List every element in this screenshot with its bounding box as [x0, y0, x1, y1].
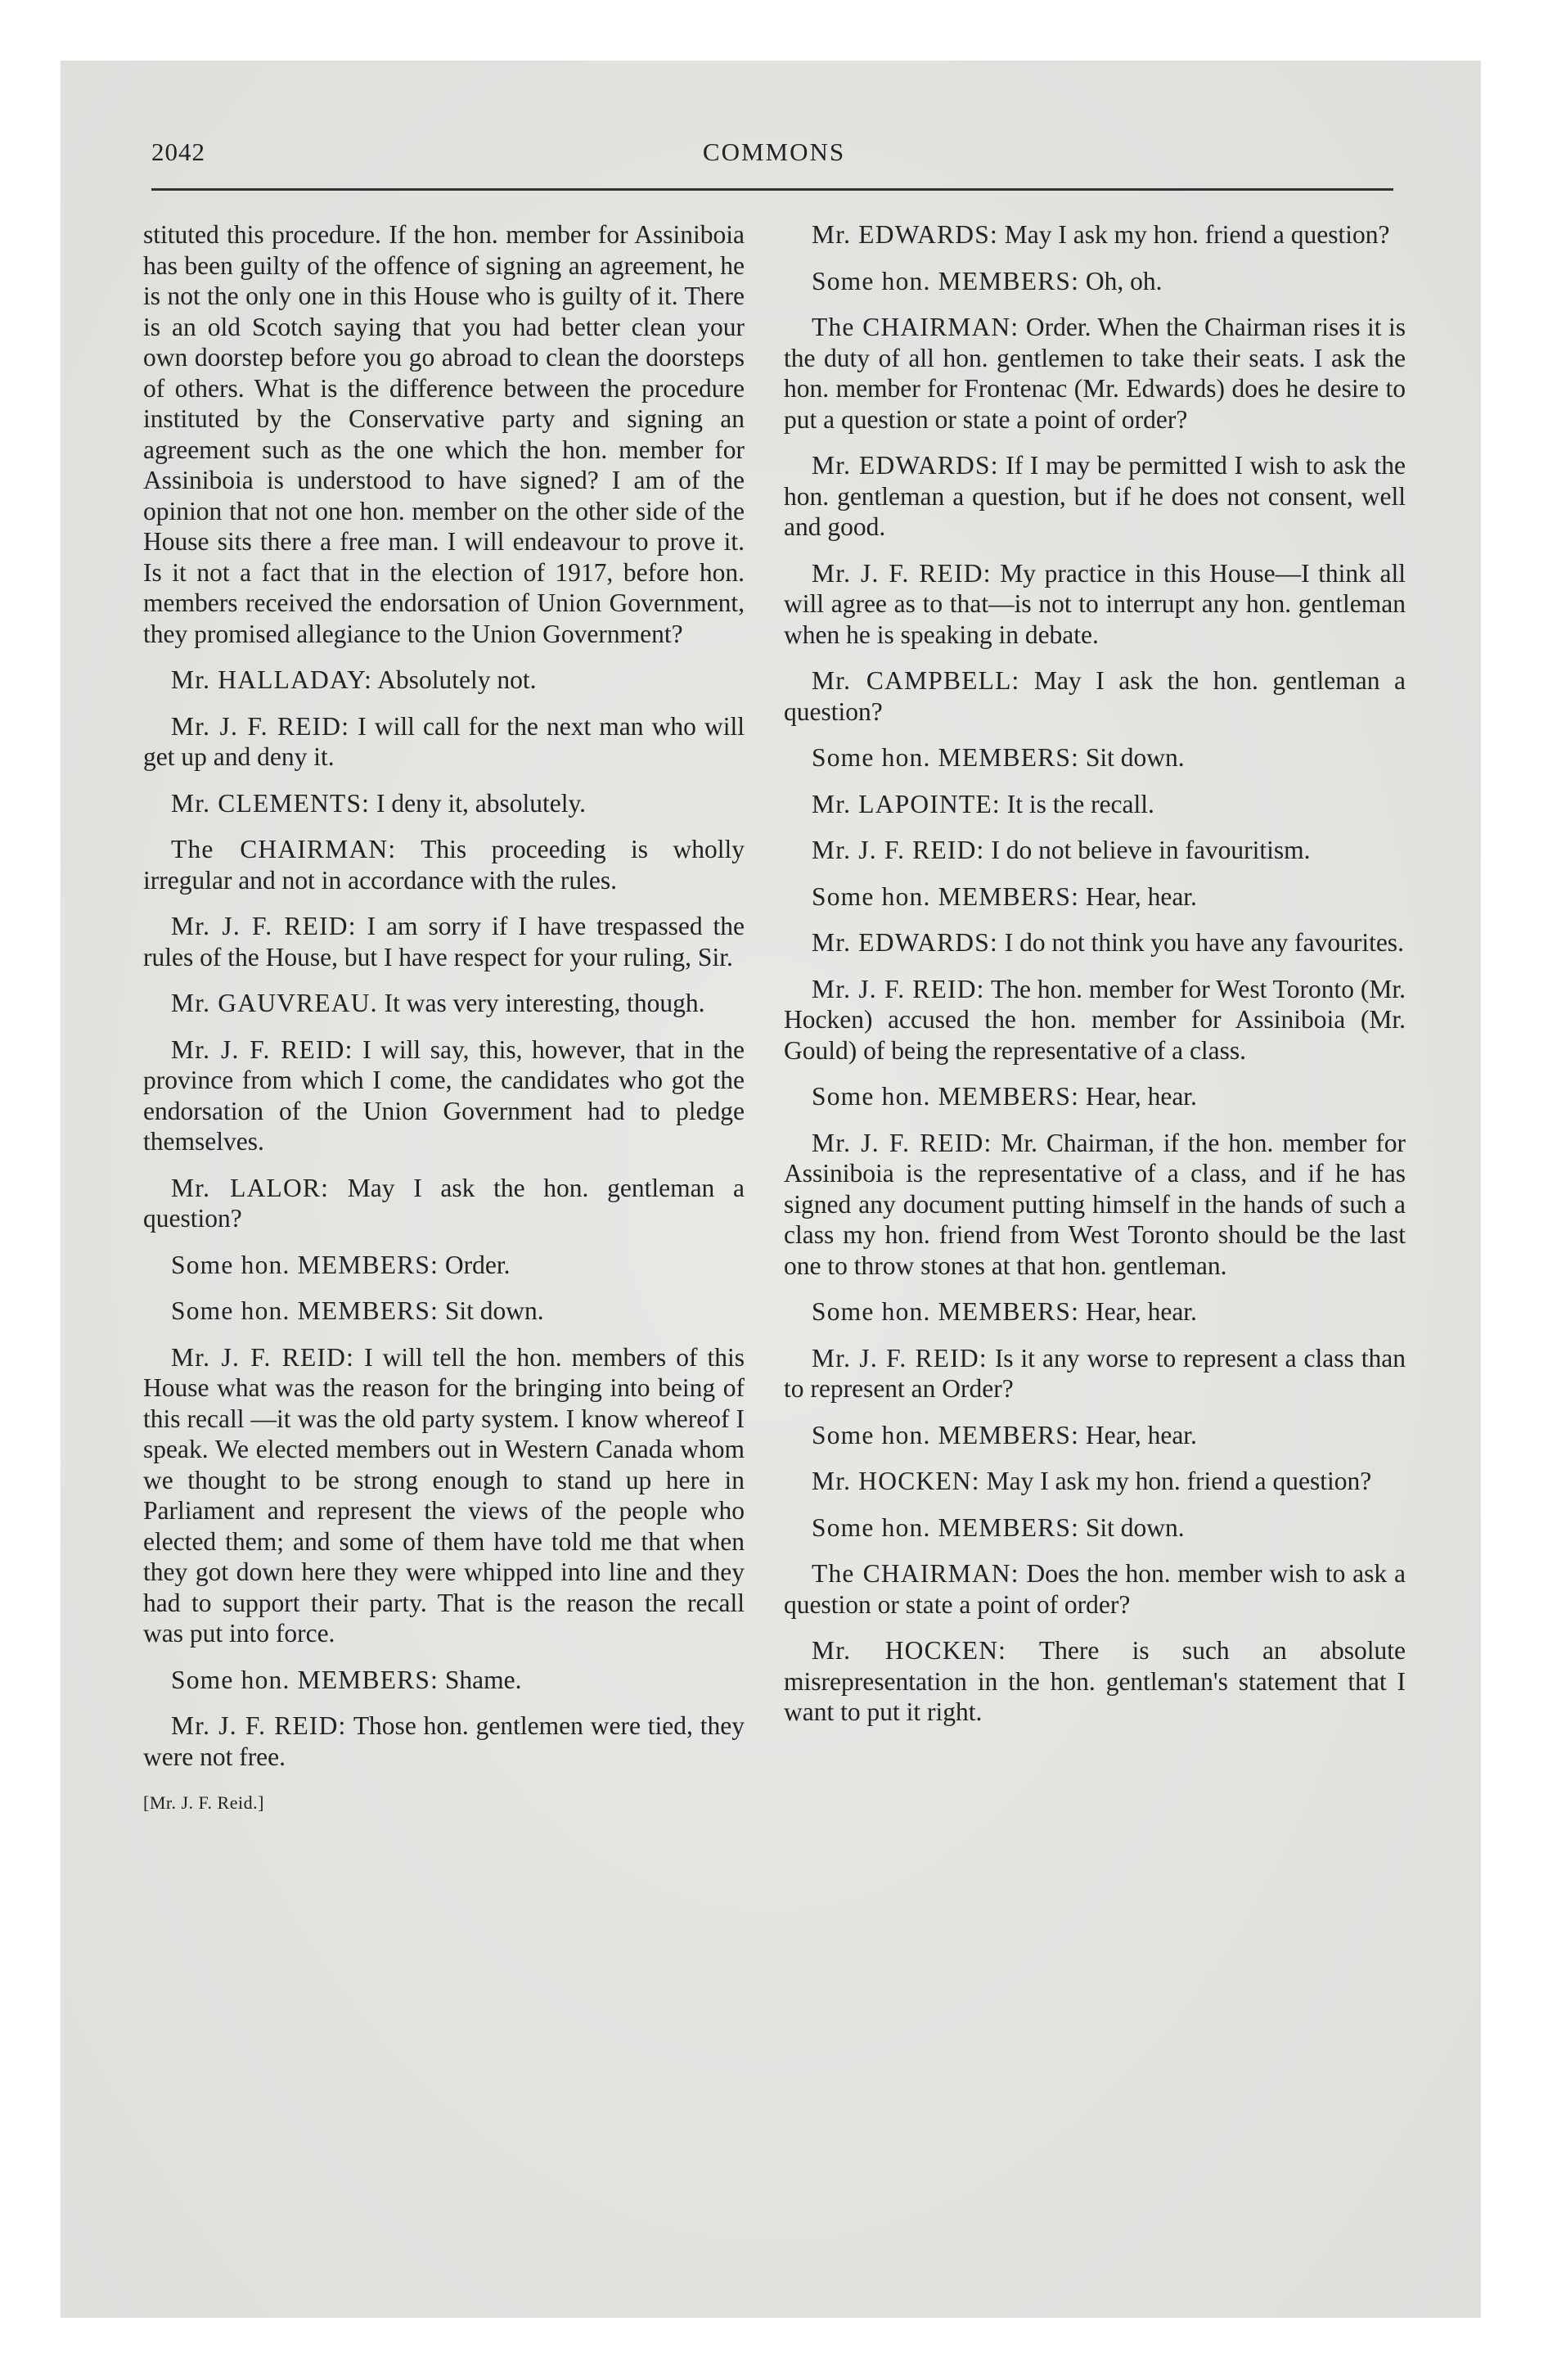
speech-text: If I may be permitted I wish to ask the hon. gentleman a question, but if he does not consent, well and good.	[784, 451, 1406, 541]
speech-text: Sit down.	[444, 1296, 544, 1325]
speech-text: I deny it, absolutely.	[376, 788, 587, 818]
speech-paragraph	[784, 665, 1406, 727]
speaker-name: Mr. LALOR:	[171, 1173, 330, 1202]
speech-text: It is the recall.	[1006, 789, 1154, 818]
speech-paragraph	[143, 1250, 745, 1281]
speech-paragraph	[143, 1665, 745, 1696]
speech-text: Hear, hear.	[1085, 1420, 1197, 1449]
speech-text: I am sorry if I have trespassed the rules of the House, but I have respect for your ruling, Sir.	[143, 912, 745, 971]
speech-paragraph	[784, 450, 1406, 543]
speech-text: Shame.	[444, 1665, 522, 1694]
speaker-name: Mr. J. F. REID:	[171, 1711, 347, 1740]
speech-paragraph	[784, 835, 1406, 866]
speech-text: The hon. member for West Toronto (Mr. Hocken) accused the hon. member for Assiniboia (Mr. Gould) of being the representative of a class.	[784, 974, 1406, 1065]
left-column	[143, 219, 745, 1819]
speech-paragraph	[143, 1711, 745, 1772]
speech-text: Sit down.	[1085, 743, 1185, 772]
speech-text: May I ask my hon. friend a question?	[986, 1467, 1372, 1495]
speech-paragraph	[143, 665, 745, 696]
speaker-name: Mr. HOCKEN:	[812, 1467, 980, 1495]
speech-text: Those hon. gentlemen were tied, they were not free.	[143, 1711, 745, 1771]
speaker-name: Some hon. MEMBERS:	[812, 743, 1080, 772]
header-rule	[151, 188, 1393, 191]
speech-paragraph	[143, 1034, 745, 1157]
speech-paragraph	[143, 1342, 745, 1649]
speech-text: Hear, hear.	[1085, 1082, 1197, 1111]
speech-paragraph	[143, 711, 745, 773]
speech-text: This proceeding is wholly irregular and not in accordance with the rules.	[143, 835, 745, 895]
speech-text: Sit down.	[1085, 1512, 1185, 1542]
speaker-name: Mr. LAPOINTE:	[812, 789, 1001, 818]
speech-paragraph	[784, 1128, 1406, 1282]
speech-paragraph	[143, 788, 745, 819]
speech-paragraph	[784, 219, 1406, 250]
speech-text: Hear, hear.	[1085, 881, 1197, 911]
speech-paragraph	[784, 789, 1406, 820]
speaker-name: Mr. EDWARDS:	[812, 928, 998, 957]
speaker-name: Some hon. MEMBERS:	[812, 1512, 1080, 1542]
speech-paragraph	[784, 1558, 1406, 1620]
speech-text: Is it any worse to represent a class than to represent an Order?	[784, 1343, 1406, 1403]
speech-paragraph	[143, 1296, 745, 1327]
speaker-name: Mr. J. F. REID:	[812, 1128, 992, 1157]
speech-text: Mr. Chairman, if the hon. member for Assiniboia is the representative of a class, and if he has signed any document putting himself in the hands of such a class my hon. friend from West Toronto should be the last one to throw stones at that hon. gentleman.	[784, 1128, 1406, 1280]
speech-text: I will tell the hon. members of this House what was the reason for the bringing into being of this recall —it was the old party system. I know whereof I speak. We elected members out in Western Canada whom we thought to be strong enough to stand up here in Parliament and represent the views of the people who elected them; and some of them have told me that when they got down here they were whipped into line and they had to support their party. That is the reason the recall was put into force.	[143, 1342, 745, 1648]
speech-text: I will call for the next man who will get up and deny it.	[143, 711, 745, 771]
speech-paragraph	[784, 927, 1406, 958]
speaker-name: Mr. GAUVREAU.	[171, 989, 378, 1017]
section-title: COMMONS	[702, 137, 846, 166]
speaker-name: The CHAIRMAN:	[171, 835, 397, 863]
speech-paragraph	[143, 834, 745, 895]
speaker-name: Mr. J. F. REID:	[171, 711, 350, 741]
speech-text: My practice in this House—I think all will agree as to that—is not to interrupt any hon. gentleman when he is speaking in debate.	[784, 558, 1406, 649]
hansard-page	[143, 123, 1405, 2218]
speaker-name: Some hon. MEMBERS:	[812, 1082, 1080, 1111]
speech-paragraph	[784, 1343, 1406, 1404]
speech-paragraph	[784, 1466, 1406, 1497]
speech-text: Oh, oh.	[1085, 266, 1163, 295]
speech-text: May I ask my hon. friend a question?	[1004, 220, 1390, 249]
speech-paragraph	[784, 1420, 1406, 1451]
speech-paragraph	[784, 558, 1406, 651]
right-column	[784, 219, 1406, 1743]
speech-text: Order. When the Chairman rises it is the duty of all hon. gentlemen to take their seats. I ask the hon. member for Frontenac (Mr. Edwards) does he desire to put a question or state a point of order?	[784, 313, 1406, 434]
speech-text: Absolutely not.	[377, 665, 537, 694]
speech-text: May I ask the hon. gentleman a question?	[784, 666, 1406, 726]
speech-paragraph	[784, 1081, 1406, 1112]
speaker-name: Mr. CAMPBELL:	[812, 666, 1020, 695]
speaker-name: Some hon. MEMBERS:	[812, 1297, 1080, 1326]
speech-paragraph	[784, 1296, 1406, 1327]
speech-paragraph	[784, 266, 1406, 297]
speech-paragraph	[143, 911, 745, 972]
speech-paragraph	[143, 1173, 745, 1234]
speaker-name: Mr. EDWARDS:	[812, 451, 999, 480]
speech-text: Does the hon. member wish to ask a question or state a point of order?	[784, 1559, 1406, 1619]
running-head	[143, 137, 1405, 170]
speech-paragraph	[784, 312, 1406, 435]
speech-paragraph	[784, 1635, 1406, 1728]
speaker-name: Mr. CLEMENTS:	[171, 788, 371, 818]
speech-text: stituted this procedure. If the hon. member for Assiniboia has been guilty of the offence of signing an agreement, he is not the only one in this House who is guilty of it. There is an old Scotch saying that you had better clean your own doorstep before you go abroad to clean the doorsteps of others. What is the difference between the procedure instituted by the Conservative party and signing an agreement such as the one which the hon. member for Assiniboia is understood to have signed? I am of the opinion that not one hon. member on the other side of the House sits there a free man. I will endeavour to prove it. Is it not a fact that in the election of 1917, before hon. members received the endorsation of Union Government, they promised allegiance to the Union Government?	[143, 220, 745, 648]
speech-text: It was very interesting, though.	[384, 989, 705, 1017]
speaker-name: The CHAIRMAN:	[812, 313, 1019, 341]
speaker-name: Some hon. MEMBERS:	[812, 1420, 1080, 1449]
speech-paragraph	[784, 881, 1406, 913]
speaker-name: Some hon. MEMBERS:	[171, 1250, 439, 1279]
speaker-name: Mr. EDWARDS:	[812, 220, 998, 249]
speaker-name: Mr. J. F. REID:	[812, 836, 985, 864]
speech-text: Hear, hear.	[1085, 1297, 1197, 1326]
speaker-name: Mr. HALLADAY:	[171, 665, 373, 694]
speech-text: Order.	[444, 1250, 511, 1279]
speech-paragraph	[784, 974, 1406, 1066]
speech-paragraph	[784, 1512, 1406, 1544]
speaker-name: Some hon. MEMBERS:	[171, 1296, 439, 1325]
speaker-name: Mr. J. F. REID:	[171, 1034, 353, 1064]
speech-paragraph	[143, 988, 745, 1019]
speaker-name: The CHAIRMAN:	[812, 1559, 1019, 1588]
page-number: 2042	[151, 137, 205, 166]
speaker-name: Mr. J. F. REID:	[812, 558, 992, 588]
speech-paragraph	[143, 219, 745, 649]
speaker-name: Mr. HOCKEN:	[812, 1636, 1007, 1665]
speaker-name: Mr. J. F. REID:	[812, 974, 985, 1003]
speech-text: May I ask the hon. gentleman a question?	[143, 1173, 745, 1233]
speech-text: I will say, this, however, that in the province from which I come, the candidates who got the endorsation of the Union Government had to pledge themselves.	[143, 1034, 745, 1156]
speech-paragraph	[784, 742, 1406, 773]
speaker-name: Some hon. MEMBERS:	[812, 881, 1080, 911]
speech-text: There is such an absolute misrepresentation in the hon. gentleman's statement that I want to put it right.	[784, 1636, 1406, 1726]
speaker-name: Some hon. MEMBERS:	[171, 1665, 439, 1694]
speaker-name: Some hon. MEMBERS:	[812, 266, 1080, 295]
speech-text: I do not believe in favouritism.	[991, 836, 1311, 864]
speech-text: I do not think you have any favourites.	[1004, 928, 1404, 957]
speaker-footer-reference: [Mr. J. F. Reid.]	[143, 1792, 264, 1813]
speaker-name: Mr. J. F. REID:	[812, 1343, 988, 1373]
speaker-name: Mr. J. F. REID:	[171, 1342, 355, 1372]
speaker-name: Mr. J. F. REID:	[171, 912, 357, 940]
